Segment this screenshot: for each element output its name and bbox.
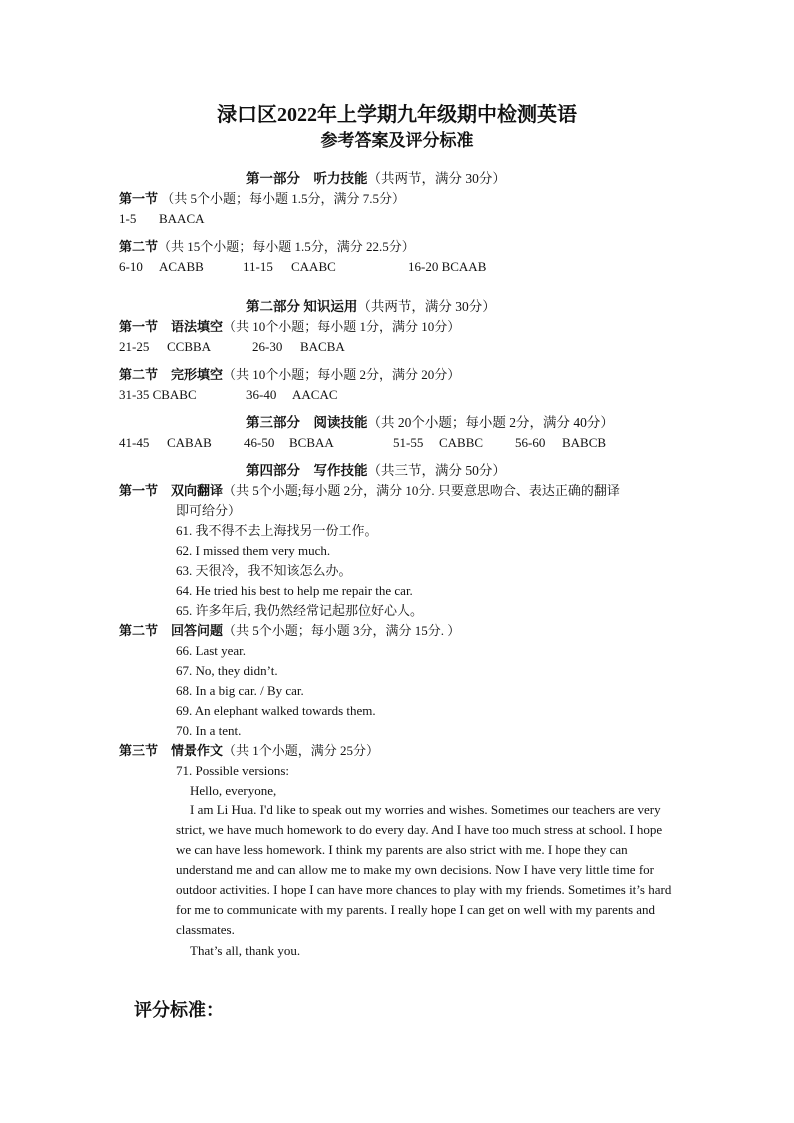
grading-heading: 评分标准：	[134, 1000, 224, 1020]
answer-letters: BAACA	[159, 211, 205, 226]
answer-letters: CABAB	[167, 435, 212, 450]
answer-range: 6-10	[119, 259, 143, 274]
essay-greeting: Hello, everyone,	[190, 783, 277, 798]
section-label: 第二节 完形填空	[119, 367, 224, 382]
section-label: 第一节	[119, 191, 159, 206]
section-note: （共 5个小题；每小题 3分，满分 15分. ）	[223, 623, 461, 638]
part3-answers	[119, 434, 606, 452]
part1-title: 第一部分 听力技能	[246, 171, 368, 186]
part4-section2-header	[119, 622, 460, 640]
translation-item: 63. 天很冷，我不知该怎么办。	[176, 563, 352, 578]
part2-section2-header	[119, 366, 460, 384]
essay-body	[176, 800, 676, 940]
answer-item: 69. An elephant walked towards them.	[176, 703, 376, 718]
section-label: 第一节 语法填空	[119, 319, 224, 334]
essay-paragraph: I am Li Hua. I'd like to speak out my worries and wishes. Sometimes our teachers are very strict, we have much homework to do every day. And I have too much stress at school. I hope we can have less homework. I think my parents are also strict with me. I hope they can understand me and can allow me to make my own decisions. Now I have very little time for outdoor activities. I hope I can have more chances to play with my friends. Sometimes it’s hard for me to communicate with my parents. I really hope I can get on well with my parents and classmates.	[176, 802, 672, 937]
part3-note: （共 20个小题；每小题 2分，满分 40分）	[367, 415, 614, 430]
answer-range: 41-45	[119, 435, 150, 450]
page-title: 渌口区2022年上学期九年级期中检测英语	[217, 104, 577, 126]
answer-range: 56-60	[515, 435, 546, 450]
answer-letters: CAABC	[291, 259, 336, 274]
section-note-continued: 即可给分）	[176, 503, 242, 518]
answer-letters: AACAC	[292, 387, 338, 402]
section-label: 第二节	[119, 239, 159, 254]
translation-item: 64. He tried his best to help me repair the car.	[176, 583, 413, 598]
part2-section2-answers	[119, 386, 338, 404]
answer-range: 26-30	[252, 339, 283, 354]
essay-closing: That’s all, thank you.	[190, 943, 301, 958]
part4-title: 第四部分 写作技能	[246, 463, 368, 478]
answer-range-letters: 31-35 CBABC	[119, 387, 197, 402]
answer-letters: CCBBA	[167, 339, 212, 354]
part2-note: （共两节，满分 30分）	[357, 299, 496, 314]
answer-letters: CABBC	[439, 435, 484, 450]
answer-range-letters: 16-20 BCAAB	[408, 259, 487, 274]
part1-note: （共两节，满分 30分）	[367, 171, 506, 186]
answer-range: 51-55	[393, 435, 424, 450]
answer-letters: BACBA	[300, 339, 345, 354]
answer-range: 1-5	[119, 211, 137, 226]
section-note: （共 1个小题，满分 25分）	[223, 743, 380, 758]
section-note: （共 15个小题；每小题 1.5分，满分 22.5分）	[158, 239, 415, 254]
page-subtitle: 参考答案及评分标准	[320, 131, 474, 150]
part1-heading	[246, 170, 506, 188]
answer-range: 46-50	[244, 435, 275, 450]
part4-heading	[246, 462, 506, 480]
section-note: （共 10个小题；每小题 2分，满分 20分）	[223, 367, 461, 382]
part1-section2-answers	[119, 258, 486, 276]
answer-letters: BABCB	[562, 435, 607, 450]
part4-section3-header	[119, 742, 379, 760]
section-note: （共 5个小题；每小题 1.5分，满分 7.5分）	[161, 191, 406, 206]
part4-note: （共三节，满分 50分）	[367, 463, 506, 478]
part1-section1-answers	[119, 210, 205, 228]
essay-intro: 71. Possible versions:	[176, 763, 290, 778]
part2-section1-answers	[119, 338, 345, 356]
part2-section1-header	[119, 318, 460, 336]
part2-heading	[246, 298, 496, 316]
answer-item: 67. No, they didn’t.	[176, 663, 278, 678]
part1-section1-header	[119, 190, 405, 208]
section-label: 第一节 双向翻译	[119, 483, 224, 498]
translation-item: 62. I missed them very much.	[176, 543, 331, 558]
section-label: 第三节 情景作文	[119, 743, 224, 758]
answer-item: 70. In a tent.	[176, 723, 242, 738]
answer-letters: ACABB	[159, 259, 204, 274]
section-label: 第二节 回答问题	[119, 623, 224, 638]
section-note: （共 10个小题；每小题 1分，满分 10分）	[223, 319, 461, 334]
answer-range: 11-15	[243, 259, 273, 274]
part2-title: 第二部分 知识运用	[246, 299, 358, 314]
answer-range: 36-40	[246, 387, 277, 402]
answer-item: 66. Last year.	[176, 643, 247, 658]
answer-item: 68. In a big car. / By car.	[176, 683, 304, 698]
part1-section2-header	[119, 238, 415, 256]
section-note: （共 5个小题;每小题 2分，满分 10分. 只要意思吻合、表达正确的翻译	[223, 483, 620, 498]
part3-title: 第三部分 阅读技能	[246, 415, 368, 430]
translation-item: 61. 我不得不去上海找另一份工作。	[176, 523, 378, 538]
answer-letters: BCBAA	[289, 435, 334, 450]
answer-range: 21-25	[119, 339, 150, 354]
part4-section1-header	[119, 482, 620, 500]
translation-item: 65. 许多年后, 我仍然经常记起那位好心人。	[176, 603, 424, 618]
part3-heading	[246, 414, 614, 432]
